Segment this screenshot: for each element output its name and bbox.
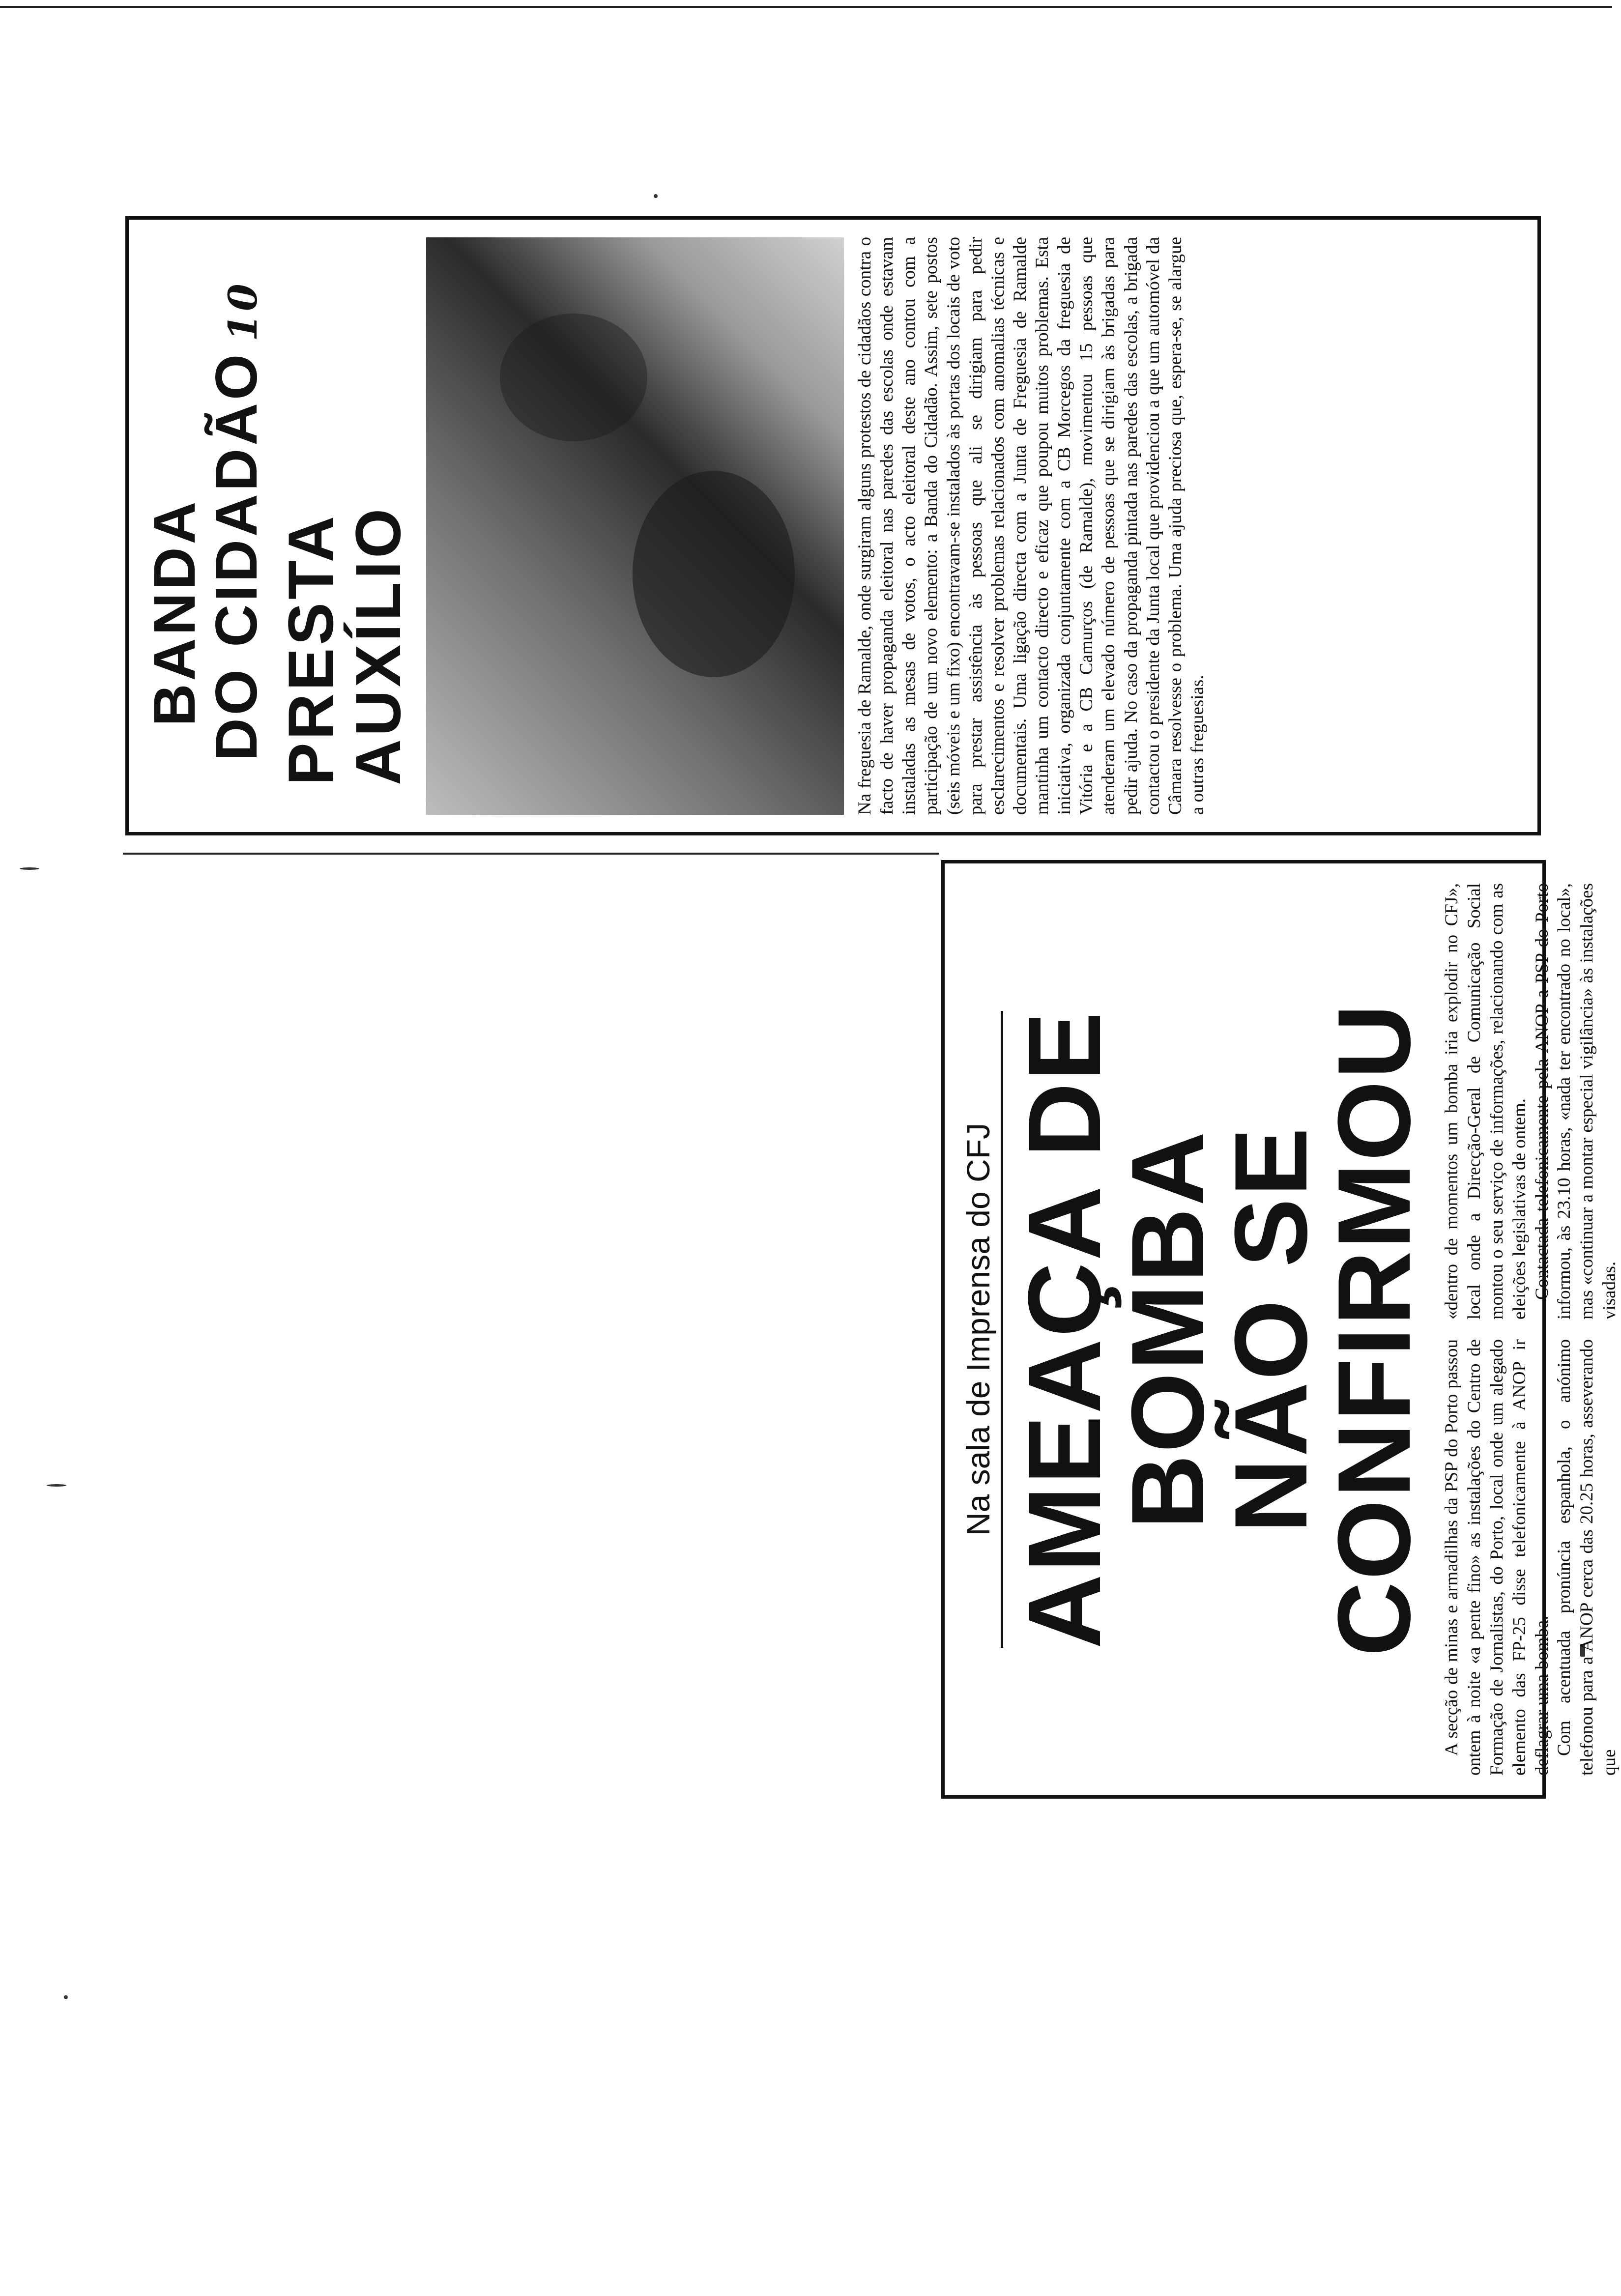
newspaper-clipping-banda-do-cidadao [125,216,1541,835]
article-paragraph: A secção de minas e armadilhas da PSP do Porto passou ontem à noite «a pente fino» as instalações do Centro de Formação de Jornalistas, do Porto, local onde um alegado elemento das FP-25 disse telefonicamente à ANOP ir deflagrar uma bomba. [1442,1339,1552,1776]
article-kicker: Na sala de Imprensa do CFJ [959,1011,1003,1648]
headline-line-2: NÃO SE CONFIRMOU [1213,1002,1432,1657]
headline-line-2-text: DO CIDADÃO [203,351,269,761]
clipping-content [945,863,1620,1795]
photo-shadow [500,314,647,441]
article-paragraph: Na freguesia de Ramalde, onde surgiram alguns protestos de cidadãos contra o facto de haver propaganda eleitoral nas paredes das escolas onde estavam instaladas as mesas de votos, o acto eleitoral deste ano contou com a participação de um novo elemento: a Banda do Cidadão. Assim, sete postos (seis móveis e um fixo) encontravam-se instalados às portas dos locais de voto para prestar assistência às pessoas que ali se dirigiam para pedir esclarecimentos e resolver problemas relacionados com anomalias técnicas e documentais. Uma ligação directa com a Junta de Freguesia de Ramalde mantinha um contacto directo e eficaz que poupou muitos problemas. Esta iniciativa, organizada conjuntamente com a CB Morcegos da freguesia de Vitória e a CB Camurços (de Ramalde), movimentou 15 pessoas que atenderam um elevado número de pessoas que se dirigiam às brigadas para pedir ajuda. No caso da propaganda pintada nas paredes das escolas, a brigada contactou o presidente da Junta local que providenciou a que um automóvel da Câmara resolvesse o problema. Uma ajuda preciosa que, espera-se, se alargue a outras freguesias. [855,237,1208,815]
scan-speck [47,1484,66,1487]
top-edge-line [0,6,1612,8]
headline-line-3: PRESTA AUXÍLIO [275,505,414,785]
newspaper-clipping-ameaca-de-bomba [941,860,1620,1799]
article-column-2 [1441,883,1621,1320]
article-paragraph: «dentro de momentos um bomba iria explodir no CFJ», local onde a Direcção-Geral de Comunicação Social montou o seu serviço de informações, relacionando com as eleições legislativas de ontem. [1442,883,1530,1320]
article-columns [1441,883,1621,1776]
article-body [854,237,1209,815]
article-paragraph: Contactada telefonicamente pela ANOP a PSP do Porto informou, às 23.10 horas, «nada ter encontrado no local», mas «continuar a montar especial vigilância» às instalações visadas. [1532,883,1620,1320]
scan-speck [654,194,658,198]
headline-line-1: BANDA [142,498,207,726]
scan-speck [20,867,39,870]
photo-shadow [633,471,795,677]
handwritten-note: 10 [220,281,266,342]
headline-line-2 [205,237,267,761]
article-paragraph: Com acentuada pronúncia espanhola, o anónimo telefonou para a ANOP cerca das 20.25 horas, asseverando que [1554,1339,1620,1776]
headline-line-1: AMEAÇA DE BOMBA [1007,1010,1225,1649]
article-column-1 [1441,1339,1621,1776]
separator-line [123,853,939,855]
newspaper-photo [426,237,844,815]
scan-speck [64,1995,68,1999]
clipping-content [129,220,1537,832]
